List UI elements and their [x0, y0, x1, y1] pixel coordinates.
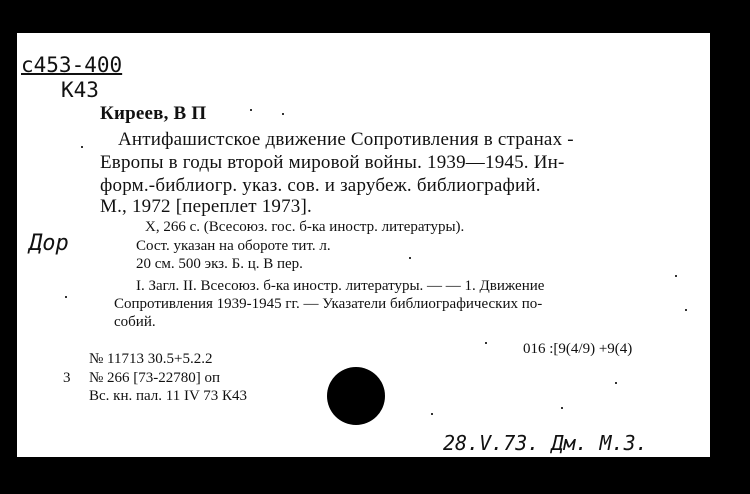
scan-speck [65, 296, 67, 298]
scan-speck [282, 113, 284, 115]
title-line-4: М., 1972 [переплет 1973]. [100, 196, 312, 217]
tracings-line-1: I. Загл. II. Всесоюз. б-ка иностр. литературы. — — 1. Движение [136, 278, 545, 294]
tracings-line-2: Сопротивления 1939-1945 гг. — Указатели библиографических по- [114, 296, 543, 312]
handwritten-date-note: 28.V.73. Дм. М.З. [443, 431, 648, 455]
scan-speck [431, 413, 433, 415]
author-heading: Киреев, В П [100, 103, 207, 124]
title-line-1: Антифашистское движение Сопротивления в странах - [118, 129, 574, 150]
punch-hole [327, 367, 385, 425]
catalog-card [17, 33, 710, 457]
scan-speck [561, 407, 563, 409]
description-line-1: X, 266 с. (Всесоюз. гос. б-ка иностр. литературы). [145, 219, 465, 235]
scan-speck [675, 275, 677, 277]
scan-speck [485, 342, 487, 344]
title-line-2: Европы в годы второй мировой войны. 1939—1945. Ин- [100, 152, 565, 173]
scan-speck [685, 309, 687, 311]
scan-speck [81, 146, 83, 148]
handwritten-shelf-mark: К43 [61, 78, 99, 102]
order-prefix: 3 [63, 370, 71, 386]
card-number: № 11713 30.5+5.2.2 [89, 351, 213, 367]
scan-speck [250, 109, 252, 111]
description-line-2: Сост. указан на обороте тит. л. [136, 238, 331, 254]
order-number: № 266 [73-22780] оп [89, 370, 221, 386]
chamber-stamp: Вс. кн. пал. 11 IV 73 К43 [89, 388, 248, 404]
handwritten-call-number: c453-400 [21, 53, 123, 77]
handwritten-margin-note: Дор [29, 231, 69, 256]
description-line-3: 20 см. 500 экз. Б. ц. В пер. [136, 256, 303, 272]
scan-speck [615, 382, 617, 384]
title-line-3: форм.-библиогр. указ. сов. и зарубеж. библиографий. [100, 175, 541, 196]
scan-speck [409, 257, 411, 259]
classification-code: 016 :[9(4/9) +9(4) [523, 341, 633, 357]
tracings-line-3: собий. [114, 314, 156, 330]
